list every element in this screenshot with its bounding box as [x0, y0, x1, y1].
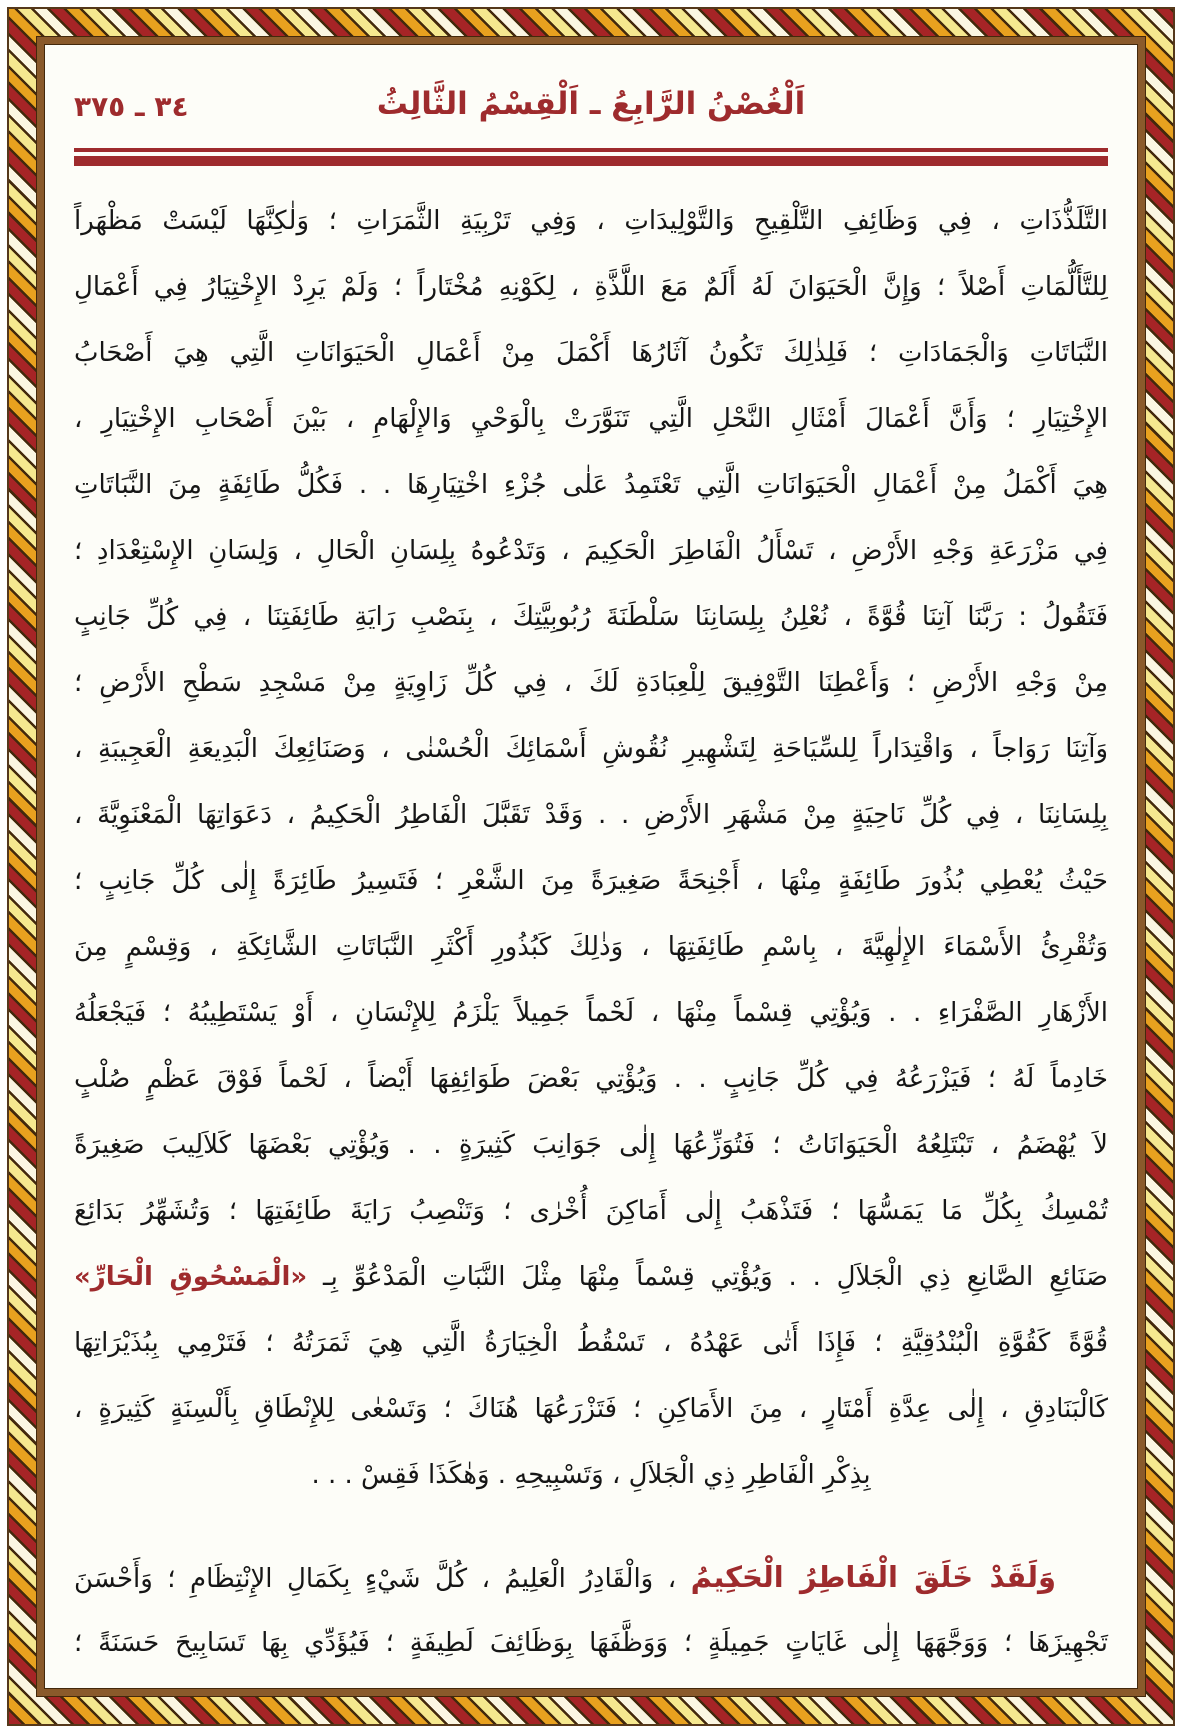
body-text — [74, 188, 1108, 1676]
page-number: ٣٤ ـ ٣٧٥ — [74, 90, 189, 123]
text-line: الإِخْتِيَارِ ؛ وَأَنَّ أَعْمَالَ أَمْثَالِ النَّحْلِ الَّتِي تَنَوَّرَتْ بِالْوَحْيِ وَالإِلْهَامِ ، بَيْنَ أَصْحَابِ الإِخْتِيَارِ ، — [74, 404, 1108, 434]
text-line: وَتُقْرِئُ الأَسْمَاءَ الإِلٰهِيَّةَ ، بِاسْمِ طَائِفَتِهَا ، وَذٰلِكَ كَبُذُورِ أَكْثَرِ النَّبَاتَاتِ الشَّائِكَةِ ، وَقِسْمٍ مِنَ — [74, 932, 1108, 962]
text-line: لاَ يُهْضَمُ ، تَبْتَلِعُهُ الْحَيَوَانَاتُ ؛ فَتُوَزِّعُهَا إِلٰى جَوَانِبَ كَثِيرَةٍ . . وَيُؤْتِي بَعْضَهَا كَلاَلِيبَ صَغِيرَةً — [74, 1130, 1108, 1160]
text-line — [74, 1244, 1108, 1310]
text-line: فَتَقُولُ : رَبَّنَا آتِنَا قُوَّةً ، نُعْلِنُ بِلِسَانِنَا سَلْطَنَةَ رُبُوبِيَّتِكَ ، بِنَصْبِ رَايَةِ طَائِفَتِنَا ، فِي كُلِّ جَانِبٍ — [74, 602, 1108, 632]
text-line: النَّبَاتَاتِ وَالْجَمَادَاتِ ؛ فَلِذٰلِكَ تَكُونُ آثَارُهَا أَكْمَلَ مِنْ أَعْمَالِ الْحَيَوَانَاتِ الَّتِي هِيَ أَصْحَابُ — [74, 338, 1108, 368]
text-line: مِنْ وَجْهِ الأَرْضِ ؛ وَأَعْطِنَا التَّوْفِيقَ لِلْعِبَادَةِ لَكَ ، فِي كُلِّ زَاوِيَةٍ مِنْ مَسْجِدِ سَطْحِ الأَرْضِ ؛ — [74, 668, 1108, 698]
header-divider — [74, 148, 1108, 166]
text-line: هِيَ أَكْمَلُ مِنْ أَعْمَالِ الْحَيَوَانَاتِ الَّتِي تَعْتَمِدُ عَلٰى جُزْءِ اخْتِيَارِهَا . . فَكُلُّ طَائِفَةٍ مِنَ النَّبَاتَاتِ — [74, 470, 1108, 500]
text-line: تَجْهِيزَهَا ؛ وَوَجَّهَهَا إِلٰى غَايَاتٍ جَمِيلَةٍ ؛ وَوَظَّفَهَا بِوَظَائِفَ لَطِيفَةٍ ؛ فَيُؤَدِّي بِهَا تَسَابِيحَ حَسَنَةً ؛ — [74, 1628, 1108, 1658]
content-sheet — [37, 37, 1145, 1696]
section-title: اَلْغُصْنُ الرَّابِعُ ـ اَلْقِسْمُ الثَّالِثُ — [376, 86, 806, 122]
text-line: حَيْثُ يُعْطِي بُذُورَ طَائِفَةٍ مِنْهَا ، أَجْنِحَةً صَغِيرَةً مِنَ الشَّعْرِ ؛ فَتَسِيرُ طَائِرَةً إِلٰى كُلِّ جَانِبٍ ؛ — [74, 866, 1108, 896]
text-line: خَادِماً لَهُ ؛ فَيَزْرَعُهُ فِي كُلِّ جَانِبٍ . . وَيُؤْتِي بَعْضَ طَوَائِفِهَا أَيْضاً ، لَحْماً فَوْقَ عَظْمٍ صُلْبٍ — [74, 1064, 1108, 1094]
text-line: لِلتَّأَلُّمَاتِ أَصْلاً ؛ وَإِنَّ الْحَيَوَانَ لَهُ أَلَمٌ مَعَ اللَّذَّةِ ، لِكَوْنِهِ مُخْتَاراً ؛ وَلَمْ يَرِدْ الإِخْتِيَارُ فِي أَعْمَالِ — [74, 272, 1108, 302]
text-line: كَالْبَنَادِقِ ، إِلٰى عِدَّةِ أَمْتَارٍ ، مِنَ الأَمَاكِنِ ؛ فَتَزْرَعُهَا هُنَاكَ ؛ وَتَسْعٰى لِلإِنْطَاقِ بِأَلْسِنَةٍ كَثِيرَةٍ ، — [74, 1394, 1108, 1424]
text-run: صَنَائِعِ الصَّانِعِ ذِي الْجَلاَلِ . . وَيُؤْتِي قِسْماً مِنْهَا مِثْلَ النَّبَاتِ الْمَدْعُوِّ بِـ — [307, 1262, 1109, 1292]
paragraph-end-line: بِذِكْرِ الْفَاطِرِ ذِي الْجَلاَلِ ، وَتَسْبِيحِهِ . وَهٰكَذَا فَقِسْ . . . — [311, 1460, 871, 1490]
text-line: وَآتِنَا رَوَاجاً ، وَاقْتِدَاراً لِلسِّيَاحَةِ لِتَشْهِيرِ نُقُوشِ أَسْمَائِكَ الْحُسْنٰى ، وَصَنَائِعِكَ الْبَدِيعَةِ الْعَجِيبَةِ ، — [74, 734, 1108, 764]
divider-line-thin — [74, 148, 1108, 152]
text-line: تُمْسِكُ بِكُلِّ مَا يَمَسُّهَا ؛ فَتَذْهَبُ إِلٰى أَمَاكِنَ أُخْرٰى ؛ وَتَنْصِبُ رَايَةَ طَائِفَتِهَا ؛ وَتُشَهِّرُ بَدَائِعَ — [74, 1196, 1108, 1226]
text-line: الأَزْهَارِ الصَّفْرَاءِ . . وَيُؤْتِي قِسْماً مِنْهَا ، لَحْماً جَمِيلاً يَلْزَمُ لِلإِنْسَانِ ، أَوْ يَسْتَطِيبُهُ ؛ فَيَجْعَلُهُ — [74, 998, 1108, 1028]
highlighted-term: «الْمَسْحُوقِ الْحَارِّ» — [74, 1262, 308, 1292]
paragraph-start-line — [74, 1544, 1108, 1610]
text-line: فِي مَزْرَعَةِ وَجْهِ الأَرْضِ ، تَسْأَلُ الْفَاطِرَ الْحَكِيمَ ، وَتَدْعُوهُ بِلِسَانِ الْحَالِ ، وَلِسَانِ الإِسْتِعْدَادِ ؛ — [74, 536, 1108, 566]
red-lead-phrase: وَلَقَدْ خَلَقَ الْفَاطِرُ الْحَكِيمُ — [690, 1560, 1057, 1594]
text-line: بِلِسَانِنَا ، فِي كُلِّ نَاحِيَةٍ مِنْ مَشْهَرِ الأَرْضِ . . وَقَدْ تَقَبَّلَ الْفَاطِرُ الْحَكِيمُ ، دَعَوَاتِهَا الْمَعْنَوِيَّةَ ، — [74, 800, 1108, 830]
text-line: قُوَّةً كَقُوَّةِ الْبُنْدُقِيَّةِ ؛ فَإِذَا أَتٰى عَهْدُهُ ، تَسْقُطُ الْخِيَارَةُ الَّتِي هِيَ ثَمَرَتُهُ ؛ فَتَرْمِي بِبُذَيْرَاتِهَا — [74, 1328, 1108, 1358]
text-line: التَّلَذُّذَاتِ ، فِي وَظَائِفِ التَّلْقِيحِ وَالتَّوْلِيدَاتِ ، وَفِي تَرْبِيَةِ الثَّمَرَاتِ ؛ وَلٰكِنَّهَا لَيْسَتْ مَظْهَراً — [74, 206, 1108, 236]
divider-line-thick — [74, 156, 1108, 166]
text-run: ، وَالْقَادِرُ الْعَلِيمُ ، كُلَّ شَيْءٍ بِكَمَالِ الإِنْتِظَامِ ؛ وَأَحْسَنَ — [74, 1564, 691, 1594]
page-header — [74, 86, 1108, 136]
